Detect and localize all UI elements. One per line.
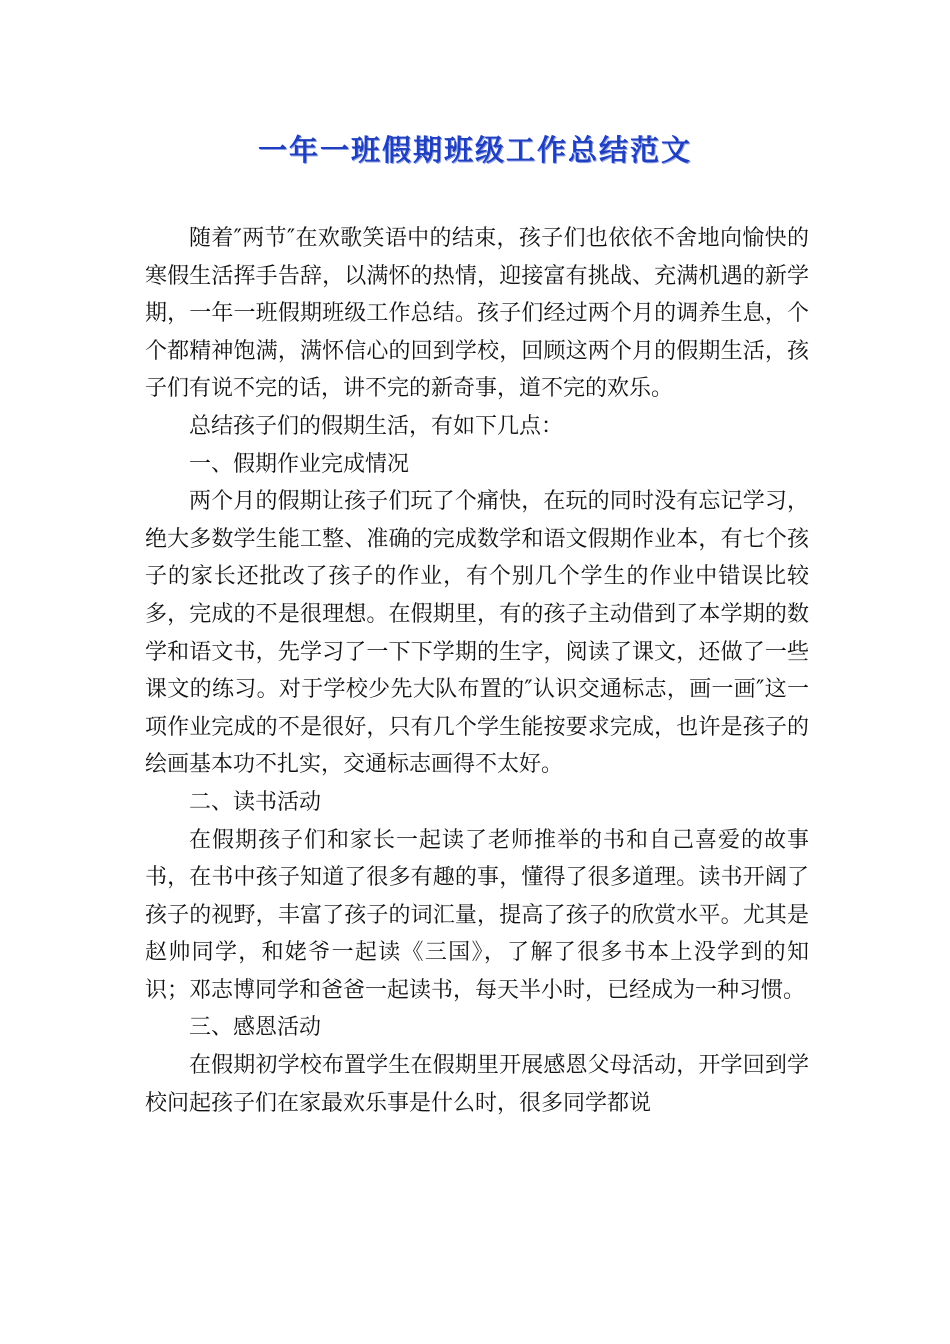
paragraph-homework: 两个月的假期让孩子们玩了个痛快，在玩的同时没有忘记学习，绝大多数学生能工整、准确的完成数学和语文假期作业本，有七个孩子的家长还批改了孩子的作业，有个别几个学生的作业中错误比较多，完成的不是很理想。在假期里，有的孩子主动借到了本学期的数学和语文书，先学习了一下下学期的生字，阅读了课文，还做了一些课文的练习。对于学校少先大队布置的″认识交通标志，画一画″这一项作业完成的不是很好，只有几个学生能按要求完成，也许是孩子的绘画基本功不扎实，交通标志画得不太好。: [145, 489, 809, 778]
section-heading-homework: 一、假期作业完成情况: [189, 451, 410, 477]
paragraph-intro: 随着″两节″在欢歌笑语中的结束，孩子们也依依不舍地向愉快的寒假生活挥手告辞，以满怀的热情，迎接富有挑战、充满机遇的新学期，一年一班假期班级工作总结。孩子们经过两个月的调养生息，个个都精神饱满，满怀信心的回到学校，回顾这两个月的假期生活，孩子们有说不完的话，讲不完的新奇事，道不完的欢乐。: [145, 226, 809, 402]
paragraph-reading: 在假期孩子们和家长一起读了老师推举的书和自己喜爱的故事书，在书中孩子知道了很多有趣的事，懂得了很多道理。读书开阔了孩子的视野，丰富了孩子的词汇量，提高了孩子的欣赏水平。尤其是赵帅同学，和姥爷一起读《三国》，了解了很多书本上没学到的知识；邓志博同学和爸爸一起读书，每天半小时，已经成为一种习惯。: [145, 827, 809, 1003]
paragraph-summary-lead: 总结孩子们的假期生活，有如下几点：: [189, 413, 564, 439]
section-heading-reading: 二、读书活动: [189, 789, 322, 815]
paragraph-gratitude: 在假期初学校布置学生在假期里开展感恩父母活动，开学回到学校问起孩子们在家最欢乐事是什么时，很多同学都说: [145, 1053, 809, 1116]
section-heading-gratitude: 三、感恩活动: [189, 1015, 322, 1041]
document-title: 一年一班假期班级工作总结范文: [257, 133, 692, 167]
document-body: [145, 220, 809, 1122]
